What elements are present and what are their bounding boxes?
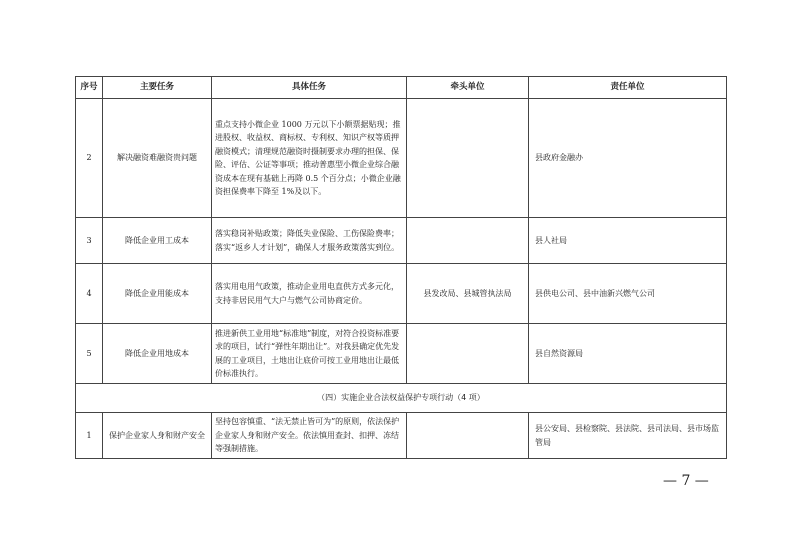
table-row: [76, 218, 727, 264]
row-number: 5: [76, 324, 103, 384]
section-row: [76, 384, 727, 413]
responsible-unit: 县人社局: [529, 218, 727, 264]
responsible-unit: 县政府金融办: [529, 99, 727, 218]
responsible-unit: 县公安局、县检察院、县法院、县司法局、县市场监管局: [529, 413, 727, 459]
specific-task: 重点支持小微企业 1000 万元以下小额票据贴现；推进股权、收益权、商标权、专利权、知识产权等质押融资模式；清理规范融资时摄制要求办理的担保、保险、评估、公证等事项；推动普惠型小微企业综合融资成本在现有基础上再降 0.5 个百分点；小微企业融资担保费率下降至 1%及以下。: [212, 99, 407, 218]
table-row: [76, 264, 727, 324]
specific-task: 坚持包容慎重、“法无禁止皆可为”的原则，依法保护企业家人身和财产安全。依法慎用查封、扣押、冻结等强制措施。: [212, 413, 407, 459]
specific-task: 落实用电用气政策，推动企业用电直供方式多元化，支持非居民用气大户与燃气公司协商定价。: [212, 264, 407, 324]
specific-task: 推进新供工业用地“标准地”制度，对符合投资标准要求的项目，试行“弹性年期出让”。对我县确定优先发展的工业项目，土地出让底价可按工业用地出让最低价标准执行。: [212, 324, 407, 384]
table-row: [76, 99, 727, 218]
row-number: 4: [76, 264, 103, 324]
main-task: 降低企业用地成本: [103, 324, 212, 384]
header-resp-unit: 责任单位: [529, 77, 727, 99]
page-number: — 7 —: [663, 473, 709, 489]
lead-unit: [407, 218, 529, 264]
main-task: 解决融资难融资贵问题: [103, 99, 212, 218]
header-specific-task: 具体任务: [212, 77, 407, 99]
lead-unit: [407, 99, 529, 218]
row-number: 3: [76, 218, 103, 264]
main-task: 降低企业用能成本: [103, 264, 212, 324]
specific-task: 落实稳岗补贴政策；降低失业保险、工伤保险费率；落实“返乡人才计划”，确保人才服务政策落实到位。: [212, 218, 407, 264]
lead-unit: [407, 413, 529, 459]
row-number: 2: [76, 99, 103, 218]
responsible-unit: 县自然资源局: [529, 324, 727, 384]
section-title: （四）实施企业合法权益保护专项行动（4 项）: [76, 384, 727, 413]
table-row: [76, 324, 727, 384]
header-no: 序号: [76, 77, 103, 99]
main-task: 降低企业用工成本: [103, 218, 212, 264]
main-task: 保护企业家人身和财产安全: [103, 413, 212, 459]
header-main-task: 主要任务: [103, 77, 212, 99]
row-number: 1: [76, 413, 103, 459]
table-header-row: [76, 77, 727, 99]
table-row: [76, 413, 727, 459]
lead-unit: 县发改局、县城管执法局: [407, 264, 529, 324]
responsible-unit: 县供电公司、县中油新兴燃气公司: [529, 264, 727, 324]
task-table: [75, 76, 727, 459]
header-lead-unit: 牵头单位: [407, 77, 529, 99]
lead-unit: [407, 324, 529, 384]
